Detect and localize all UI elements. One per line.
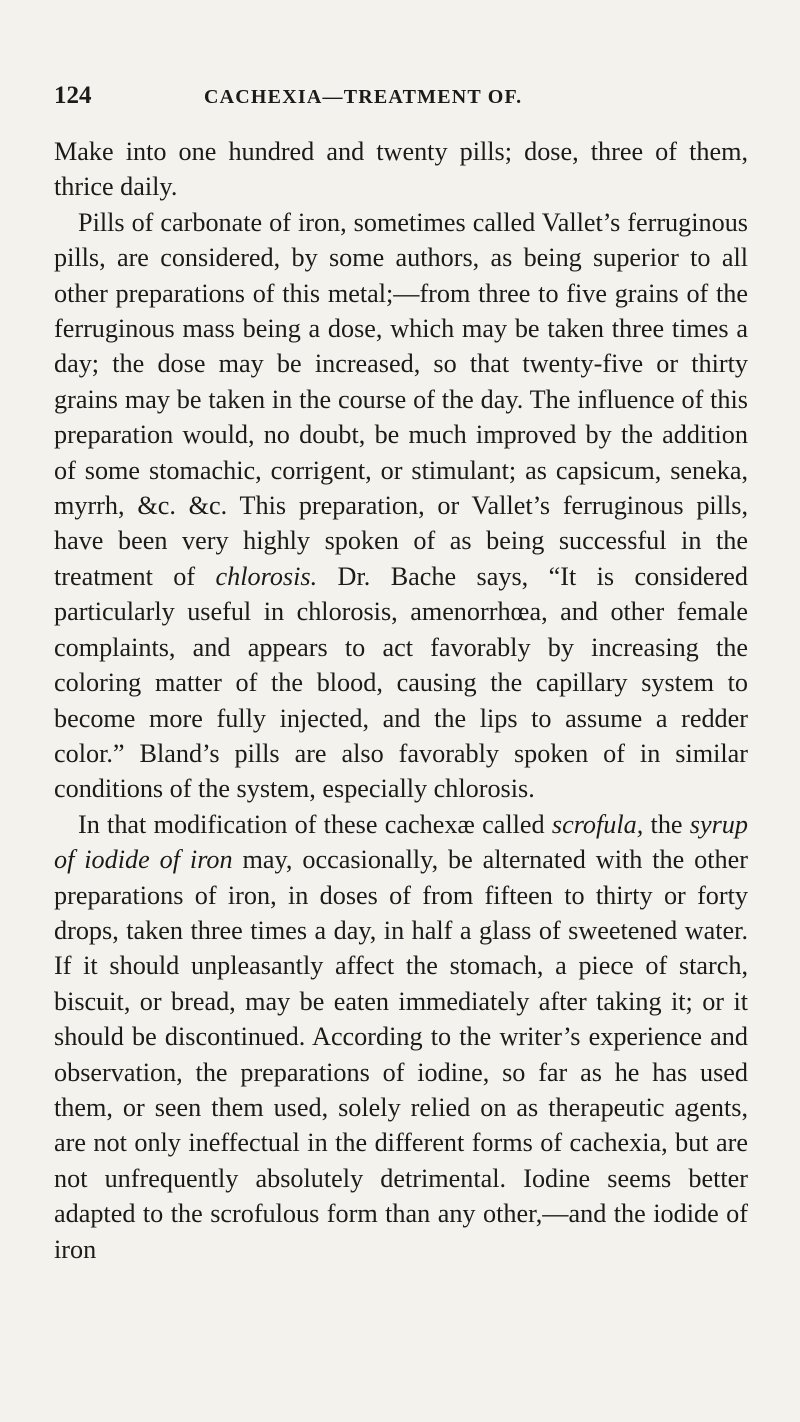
scrofula-text-a: In that modification of these cachexæ called: [78, 809, 552, 839]
paragraph-dose: [54, 134, 748, 205]
running-head: [54, 82, 748, 112]
vallets-pills-text-a: Pills of carbonate of iron, sometimes called Vallet’s ferruginous pills, are considered, by some authors, as being superior to all other preparations of this metal;—from three to five grains of the ferruginous mass being a dose, which may be taken three times a day; the dose may be increased, so that twenty-five or thirty grains may be taken in the course of the day. The influence of this preparation would, no doubt, be much improved by the addition of some stomachic, corrigent, or stimulant; as capsicum, seneka, myrrh, &c. &c. This preparation, or Vallet’s ferruginous pills, have been very highly spoken of as being successful in the treatment of: [54, 207, 748, 591]
syrup-iodide-italic: syrup of iodide of iron: [54, 809, 748, 875]
vallets-pills-text-b: Dr. Bache says, “It is considered particularly useful in chlorosis, amenorrhœa, and other female complaints, and appears to act favorably by increasing the coloring matter of the blood, causing the capillary system to become more fully injected, and the lips to assume a redder color.” Bland’s pills are also favorably spoken of in similar conditions of the system, especially chlorosis.: [54, 561, 748, 804]
chlorosis-italic: chlorosis.: [215, 561, 318, 591]
body-text: [54, 134, 748, 1267]
page-number: 124: [54, 82, 92, 109]
running-title: CACHEXIA—TREATMENT OF.: [204, 86, 523, 108]
scrofula-text-c: may, occasionally, be alternated with the other preparations of iron, in doses of from fifteen to thirty or forty drops, taken three times a day, in half a glass of sweetened water. If it should unpleasantly affect the stomach, a piece of starch, biscuit, or bread, may be eaten immediately after taking it; or it should be discontinued. According to the writer’s experience and observation, the preparations of iodine, so far as he has used them, or seen them used, solely relied on as therapeutic agents, are not only ineffectual in the different forms of cachexia, but are not unfrequently absolutely detrimental. Iodine seems better adapted to the scrofulous form than any other,—and the iodide of iron: [54, 845, 748, 1264]
scrofula-text-b: the: [643, 809, 690, 839]
scrofula-italic: scrofula,: [551, 809, 644, 839]
paragraph-scrofula: [54, 807, 748, 1267]
paragraph-dose-text: Make into one hundred and twenty pills; dose, three of them, thrice daily.: [54, 137, 748, 202]
paragraph-vallets-pills: [54, 205, 748, 807]
